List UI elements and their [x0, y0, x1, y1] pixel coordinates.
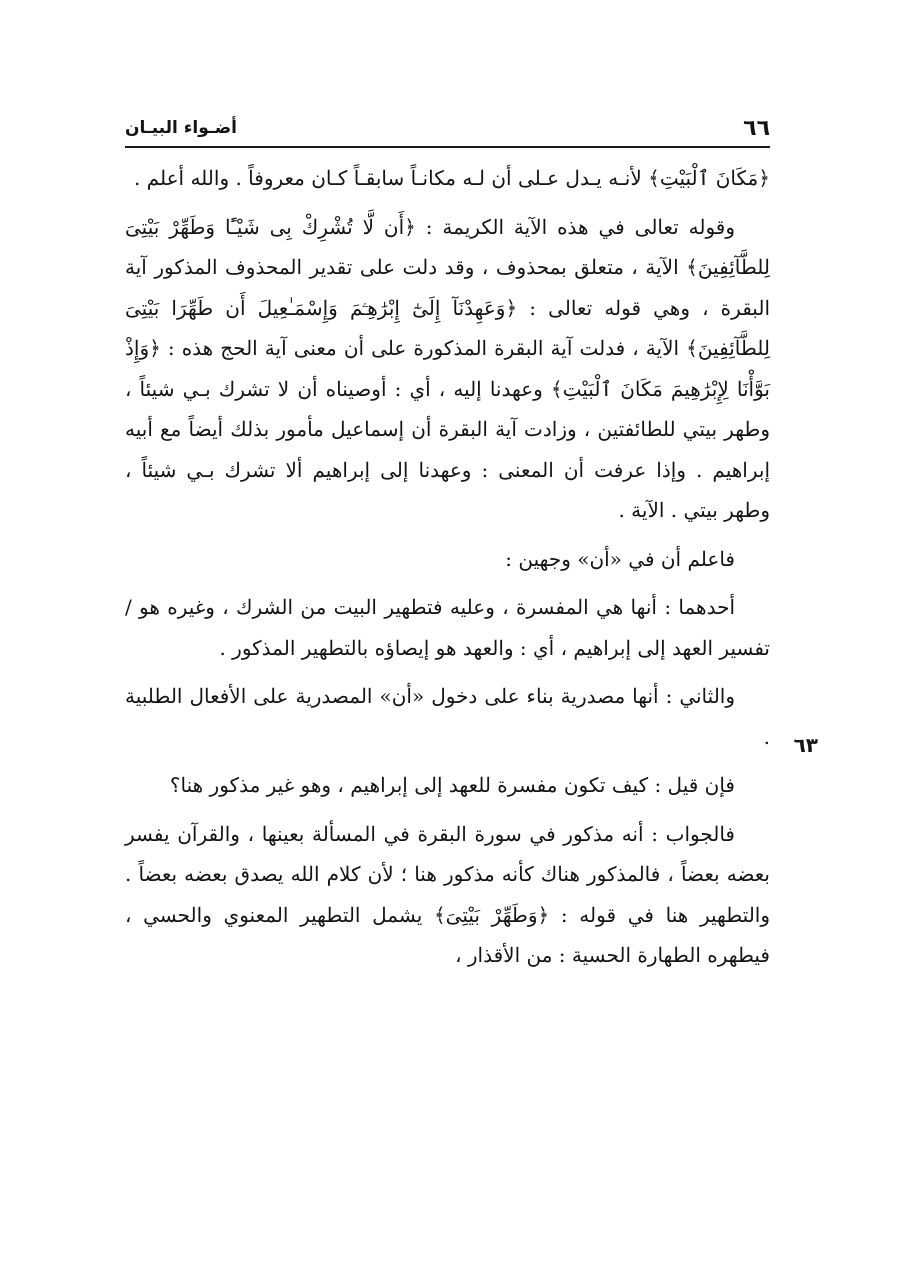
document-page: [125, 112, 818, 984]
page-header: [125, 112, 770, 148]
running-title: أضـواء البيـان: [125, 118, 237, 138]
paragraph-two-aspects: فاعلم أن في «أن» وجهين :: [505, 546, 735, 571]
paragraph-verse-explanation: وقوله تعالى في هذه الآية الكريمة : ﴿أَن لَّا تُشْرِكْ بِى شَيْـًٔا وَطَهِّرْ بَيْتِىَ لِلطَّآئِفِينَ﴾ الآية ، متعلق بمحذوف ، وقد دلت على تقدير المحذوف المذكور آية البقرة ، وهي قوله تعالى : ﴿وَعَهِدْنَآ إِلَىٰٓ إِبْرَٰهِـۧمَ وَإِسْمَـٰعِيلَ أَن طَهِّرَا بَيْتِىَ لِلطَّآئِفِينَ﴾ الآية ، فدلت آية البقرة المذكورة على أن معنى آية الحج هذه : ﴿وَإِذْ بَوَّأْنَا لِإِبْرَٰهِيمَ مَكَانَ ٱلْبَيْتِ﴾ وعهدنا إليه ، أي : أوصيناه أن لا تشرك بـي شيئاً ، وطهر بيتي للطائفتين ، وزادت آية البقرة أن إسماعيل مأمور بذلك أيضاً مع أبيه إبراهيم . وإذا عرفت أن المعنى : وعهدنا إلى إبراهيم ألا تشرك بـي شيئاً ، وطهر بيتي . الآية .: [125, 214, 770, 522]
body-text: [125, 158, 770, 976]
page-number: ٦٦: [743, 116, 770, 141]
paragraph-question: فإن قيل : كيف تكون مفسرة للعهد إلى إبراهيم ، وهو غير مذكور هنا؟: [169, 773, 735, 797]
paragraph-second-aspect: والثاني : أنها مصدرية بناء على دخول «أن» المصدرية على الأفعال الطلبية .: [125, 684, 770, 749]
paragraph-continuation: ﴿مَكَانَ ٱلْبَيْتِ﴾ لأنـه يـدل عـلى أن لـه مكانـاً سابقـاً كـان معروفاً . والله أعلم .: [133, 166, 770, 190]
paragraph-first-aspect: أحدهما : أنها هي المفسرة ، وعليه فتطهير البيت من الشرك ، وغيره هو / تفسير العهد إلى إبراهيم ، أي : والعهد هو إيصاؤه بالتطهير المذكور .: [125, 595, 770, 660]
margin-page-reference: ٦٣: [793, 733, 818, 757]
paragraph-answer: فالجواب : أنه مذكور في سورة البقرة في المسألة بعينها ، والقرآن يفسر بعضه بعضاً ، فالمذكور هناك كأنه مذكور هنا ؛ لأن كلام الله يصدق بعضه بعضاً . والتطهير هنا في قوله : ﴿وَطَهِّرْ بَيْتِىَ﴾ يشمل التطهير المعنوي والحسي ، فيطهره الطهارة الحسية : من الأقذار ،: [125, 821, 770, 967]
